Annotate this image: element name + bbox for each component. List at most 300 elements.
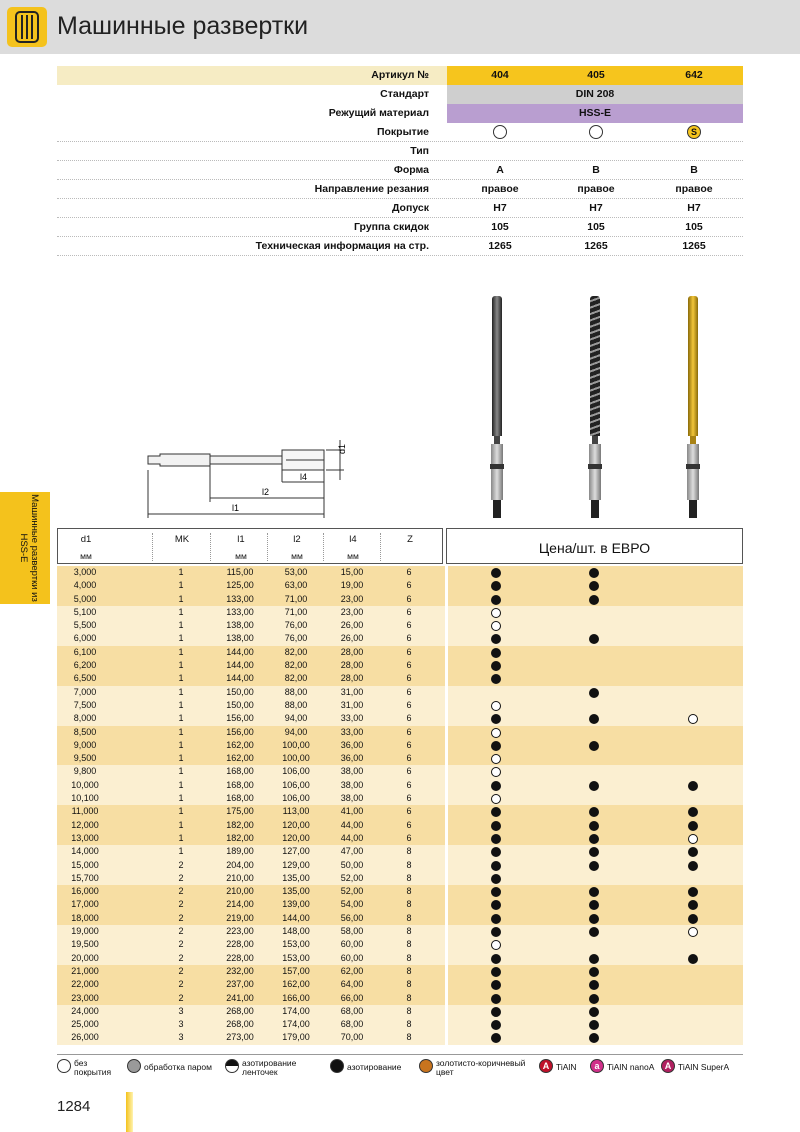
table-cell: 6,500 bbox=[73, 673, 97, 684]
col-header-d1: d1 bbox=[80, 534, 92, 545]
table-cell: 135,00 bbox=[282, 872, 310, 883]
table-cell: 11,000 bbox=[71, 806, 99, 817]
spec-label: Направление резания bbox=[314, 183, 429, 195]
spec-row-direction bbox=[57, 180, 743, 199]
available-dot-icon[interactable] bbox=[589, 741, 599, 751]
table-row bbox=[57, 686, 743, 699]
table-cell: 8 bbox=[406, 899, 412, 910]
available-dot-icon[interactable] bbox=[491, 648, 501, 658]
on-request-ring-icon[interactable] bbox=[491, 940, 501, 950]
on-request-ring-icon[interactable] bbox=[688, 834, 698, 844]
spec-label: Группа скидок bbox=[354, 221, 429, 233]
table-cell: 100,00 bbox=[282, 753, 310, 764]
material-value: HSS-E bbox=[447, 104, 743, 123]
table-cell: 18,000 bbox=[71, 912, 99, 923]
table-cell: 20,000 bbox=[71, 952, 99, 963]
available-dot-icon[interactable] bbox=[491, 807, 501, 817]
data-table-body bbox=[57, 566, 743, 1045]
table-cell: 82,00 bbox=[284, 646, 308, 657]
table-row bbox=[57, 606, 743, 619]
table-cell: 15,000 bbox=[71, 859, 99, 870]
table-cell: 22,000 bbox=[71, 979, 99, 990]
available-dot-icon[interactable] bbox=[589, 634, 599, 644]
table-cell: 5,500 bbox=[73, 620, 97, 631]
table-cell: 1 bbox=[178, 753, 184, 764]
table-cell: 162,00 bbox=[226, 753, 254, 764]
available-dot-icon[interactable] bbox=[589, 595, 599, 605]
spec-row-form bbox=[57, 161, 743, 180]
available-dot-icon[interactable] bbox=[491, 914, 501, 924]
side-tab-label: Машинные развертки из HSS-E bbox=[18, 494, 40, 602]
table-cell: 5,000 bbox=[73, 593, 97, 604]
table-cell: 26,00 bbox=[340, 633, 364, 644]
table-cell: 2 bbox=[178, 872, 184, 883]
table-cell: 8 bbox=[406, 926, 412, 937]
available-dot-icon[interactable] bbox=[491, 1033, 501, 1043]
table-row bbox=[57, 646, 743, 659]
table-row bbox=[57, 925, 743, 938]
table-row bbox=[57, 872, 743, 885]
available-dot-icon[interactable] bbox=[491, 1020, 501, 1030]
table-cell: 24,000 bbox=[71, 1005, 99, 1016]
available-dot-icon[interactable] bbox=[589, 781, 599, 791]
available-dot-icon[interactable] bbox=[491, 954, 501, 964]
available-dot-icon[interactable] bbox=[491, 714, 501, 724]
table-row bbox=[57, 992, 743, 1005]
available-dot-icon[interactable] bbox=[491, 887, 501, 897]
tialn-legend-icon: A bbox=[539, 1059, 553, 1073]
table-cell: 5,100 bbox=[73, 606, 97, 617]
available-dot-icon[interactable] bbox=[491, 861, 501, 871]
available-dot-icon[interactable] bbox=[491, 980, 501, 990]
col-header-l1: l1 bbox=[237, 534, 245, 545]
available-dot-icon[interactable] bbox=[688, 954, 698, 964]
spec-value: H7 bbox=[589, 202, 603, 214]
page-number-accent bbox=[126, 1092, 133, 1132]
table-cell: 2 bbox=[178, 912, 184, 923]
table-cell: 1 bbox=[178, 606, 184, 617]
table-cell: 6 bbox=[406, 819, 412, 830]
table-cell: 10,000 bbox=[71, 779, 99, 790]
on-request-ring-icon[interactable] bbox=[688, 927, 698, 937]
available-dot-icon[interactable] bbox=[491, 741, 501, 751]
available-dot-icon[interactable] bbox=[589, 927, 599, 937]
table-cell: 1 bbox=[178, 739, 184, 750]
table-cell: 88,00 bbox=[284, 699, 308, 710]
spec-label: Стандарт bbox=[380, 88, 429, 100]
available-dot-icon[interactable] bbox=[688, 847, 698, 857]
table-cell: 182,00 bbox=[226, 832, 254, 843]
table-cell: 1 bbox=[178, 846, 184, 857]
available-dot-icon[interactable] bbox=[688, 914, 698, 924]
available-dot-icon[interactable] bbox=[589, 1007, 599, 1017]
table-cell: 66,00 bbox=[340, 992, 364, 1003]
table-cell: 26,000 bbox=[71, 1032, 99, 1043]
spec-value: 105 bbox=[685, 221, 703, 233]
on-request-ring-icon[interactable] bbox=[491, 621, 501, 631]
table-cell: 19,000 bbox=[71, 926, 99, 937]
table-cell: 156,00 bbox=[226, 713, 254, 724]
table-cell: 1 bbox=[178, 580, 184, 591]
table-cell: 8 bbox=[406, 872, 412, 883]
reamer-logo-icon bbox=[7, 7, 47, 47]
table-cell: 21,000 bbox=[71, 965, 99, 976]
table-cell: 214,00 bbox=[226, 899, 254, 910]
spec-row-article bbox=[57, 66, 743, 85]
available-dot-icon[interactable] bbox=[589, 967, 599, 977]
col-header-l4: l4 bbox=[349, 534, 357, 545]
table-cell: 7,000 bbox=[73, 686, 97, 697]
table-cell: 2 bbox=[178, 979, 184, 990]
spec-label: Форма bbox=[393, 164, 429, 176]
table-cell: 2 bbox=[178, 965, 184, 976]
table-row bbox=[57, 659, 743, 672]
gold-brown-legend-icon bbox=[419, 1059, 433, 1073]
table-cell: 3 bbox=[178, 1019, 184, 1030]
table-cell: 1 bbox=[178, 593, 184, 604]
page-number: 1284 bbox=[57, 1098, 91, 1115]
table-cell: 15,00 bbox=[340, 567, 364, 577]
legend-label: без покрытия bbox=[74, 1058, 112, 1077]
table-cell: 219,00 bbox=[226, 912, 254, 923]
table-cell: 148,00 bbox=[282, 926, 310, 937]
table-cell: 2 bbox=[178, 939, 184, 950]
table-cell: 1 bbox=[178, 726, 184, 737]
available-dot-icon[interactable] bbox=[589, 568, 599, 578]
table-cell: 6 bbox=[406, 793, 412, 804]
reamer-dimension-drawing bbox=[140, 436, 360, 520]
table-cell: 1 bbox=[178, 699, 184, 710]
available-dot-icon[interactable] bbox=[688, 861, 698, 871]
table-cell: 241,00 bbox=[226, 992, 254, 1003]
table-cell: 50,00 bbox=[340, 859, 364, 870]
techinfo-link[interactable]: 1265 bbox=[488, 240, 512, 252]
steam-legend-icon bbox=[127, 1059, 141, 1073]
spec-label: Тип bbox=[410, 145, 429, 157]
col-unit: мм bbox=[80, 551, 92, 561]
table-cell: 38,00 bbox=[340, 793, 364, 804]
table-row bbox=[57, 792, 743, 805]
table-cell: 106,00 bbox=[282, 766, 310, 777]
spec-value: правое bbox=[481, 183, 519, 195]
table-cell: 168,00 bbox=[226, 766, 254, 777]
coating-legend bbox=[57, 1054, 743, 1076]
table-cell: 1 bbox=[178, 806, 184, 817]
available-dot-icon[interactable] bbox=[688, 821, 698, 831]
table-cell: 139,00 bbox=[282, 899, 310, 910]
table-row bbox=[57, 672, 743, 685]
table-row bbox=[57, 779, 743, 792]
spec-row-techinfo bbox=[57, 237, 743, 256]
table-row bbox=[57, 765, 743, 778]
legend-label: золотисто-коричневый цвет bbox=[436, 1058, 526, 1077]
table-cell: 41,00 bbox=[340, 806, 364, 817]
table-cell: 6 bbox=[406, 753, 412, 764]
available-dot-icon[interactable] bbox=[589, 861, 599, 871]
col-unit: мм bbox=[235, 551, 247, 561]
available-dot-icon[interactable] bbox=[589, 688, 599, 698]
table-cell: 138,00 bbox=[226, 620, 254, 631]
table-cell: 1 bbox=[178, 713, 184, 724]
table-cell: 106,00 bbox=[282, 779, 310, 790]
table-cell: 28,00 bbox=[340, 660, 364, 671]
spec-row-discount bbox=[57, 218, 743, 237]
table-cell: 4,000 bbox=[73, 580, 97, 591]
available-dot-icon[interactable] bbox=[589, 994, 599, 1004]
table-cell: 129,00 bbox=[282, 859, 310, 870]
table-cell: 1 bbox=[178, 673, 184, 684]
legend-label: TiAlN nanoA bbox=[607, 1062, 655, 1072]
available-dot-icon[interactable] bbox=[688, 807, 698, 817]
table-cell: 6 bbox=[406, 593, 412, 604]
available-dot-icon[interactable] bbox=[589, 887, 599, 897]
table-cell: 26,00 bbox=[340, 620, 364, 631]
available-dot-icon[interactable] bbox=[491, 661, 501, 671]
available-dot-icon[interactable] bbox=[589, 834, 599, 844]
uncoated-legend-icon bbox=[57, 1059, 71, 1073]
table-cell: 8 bbox=[406, 1019, 412, 1030]
legend-label: TiAlN bbox=[556, 1062, 577, 1072]
table-cell: 204,00 bbox=[226, 859, 254, 870]
available-dot-icon[interactable] bbox=[589, 807, 599, 817]
available-dot-icon[interactable] bbox=[589, 1033, 599, 1043]
on-request-ring-icon[interactable] bbox=[491, 754, 501, 764]
available-dot-icon[interactable] bbox=[589, 714, 599, 724]
table-cell: 8 bbox=[406, 979, 412, 990]
col-unit: мм bbox=[291, 551, 303, 561]
available-dot-icon[interactable] bbox=[491, 900, 501, 910]
table-cell: 10,100 bbox=[71, 793, 99, 804]
available-dot-icon[interactable] bbox=[491, 834, 501, 844]
table-cell: 36,00 bbox=[340, 739, 364, 750]
available-dot-icon[interactable] bbox=[491, 781, 501, 791]
table-cell: 1 bbox=[178, 633, 184, 644]
data-table-header bbox=[57, 528, 443, 564]
table-cell: 52,00 bbox=[340, 872, 364, 883]
table-cell: 60,00 bbox=[340, 952, 364, 963]
table-row bbox=[57, 912, 743, 925]
section-side-tab[interactable] bbox=[0, 492, 50, 604]
available-dot-icon[interactable] bbox=[491, 821, 501, 831]
available-dot-icon[interactable] bbox=[491, 674, 501, 684]
spec-row-standard bbox=[57, 85, 743, 104]
table-cell: 1 bbox=[178, 660, 184, 671]
table-cell: 68,00 bbox=[340, 1019, 364, 1030]
table-cell: 1 bbox=[178, 646, 184, 657]
article-405: 405 bbox=[587, 69, 605, 81]
table-cell: 1 bbox=[178, 793, 184, 804]
table-row bbox=[57, 978, 743, 991]
on-request-ring-icon[interactable] bbox=[491, 728, 501, 738]
table-cell: 6 bbox=[406, 580, 412, 591]
table-cell: 94,00 bbox=[284, 726, 308, 737]
table-cell: 120,00 bbox=[282, 819, 310, 830]
on-request-ring-icon[interactable] bbox=[688, 714, 698, 724]
available-dot-icon[interactable] bbox=[491, 967, 501, 977]
table-cell: 12,000 bbox=[71, 819, 99, 830]
available-dot-icon[interactable] bbox=[589, 980, 599, 990]
available-dot-icon[interactable] bbox=[688, 781, 698, 791]
spec-value: A bbox=[496, 164, 504, 176]
col-header-z: Z bbox=[407, 534, 413, 545]
table-row bbox=[57, 632, 743, 645]
steam-treated-icon: S bbox=[687, 125, 701, 139]
available-dot-icon[interactable] bbox=[491, 581, 501, 591]
table-cell: 9,500 bbox=[73, 753, 97, 764]
table-cell: 58,00 bbox=[340, 926, 364, 937]
table-cell: 15,700 bbox=[71, 872, 99, 883]
available-dot-icon[interactable] bbox=[589, 1020, 599, 1030]
table-cell: 6 bbox=[406, 620, 412, 631]
available-dot-icon[interactable] bbox=[491, 874, 501, 884]
table-cell: 6 bbox=[406, 686, 412, 697]
table-row bbox=[57, 579, 743, 592]
tialn-nanoa-legend-icon: a bbox=[590, 1059, 604, 1073]
table-cell: 2 bbox=[178, 992, 184, 1003]
table-cell: 6 bbox=[406, 806, 412, 817]
available-dot-icon[interactable] bbox=[491, 634, 501, 644]
table-cell: 71,00 bbox=[284, 593, 308, 604]
table-cell: 3 bbox=[178, 1032, 184, 1043]
table-cell: 6 bbox=[406, 633, 412, 644]
table-cell: 8 bbox=[406, 952, 412, 963]
available-dot-icon[interactable] bbox=[491, 1007, 501, 1017]
available-dot-icon[interactable] bbox=[589, 581, 599, 591]
available-dot-icon[interactable] bbox=[589, 821, 599, 831]
table-cell: 182,00 bbox=[226, 819, 254, 830]
available-dot-icon[interactable] bbox=[688, 900, 698, 910]
table-cell: 237,00 bbox=[226, 979, 254, 990]
on-request-ring-icon[interactable] bbox=[491, 767, 501, 777]
table-cell: 68,00 bbox=[340, 1005, 364, 1016]
table-cell: 8,000 bbox=[73, 713, 97, 724]
table-cell: 228,00 bbox=[226, 952, 254, 963]
table-cell: 6,000 bbox=[73, 633, 97, 644]
table-cell: 44,00 bbox=[340, 819, 364, 830]
table-cell: 133,00 bbox=[226, 606, 254, 617]
table-cell: 25,000 bbox=[71, 1019, 99, 1030]
table-cell: 76,00 bbox=[284, 620, 308, 631]
table-row bbox=[57, 885, 743, 898]
table-cell: 60,00 bbox=[340, 939, 364, 950]
table-cell: 8 bbox=[406, 912, 412, 923]
available-dot-icon[interactable] bbox=[589, 954, 599, 964]
table-cell: 31,00 bbox=[340, 686, 364, 697]
table-cell: 6 bbox=[406, 660, 412, 671]
table-cell: 28,00 bbox=[340, 673, 364, 684]
techinfo-link[interactable]: 1265 bbox=[682, 240, 706, 252]
table-cell: 106,00 bbox=[282, 793, 310, 804]
available-dot-icon[interactable] bbox=[491, 927, 501, 937]
table-row bbox=[57, 739, 743, 752]
table-cell: 23,00 bbox=[340, 593, 364, 604]
spec-label: Режущий материал bbox=[328, 107, 429, 119]
table-row bbox=[57, 832, 743, 845]
table-cell: 8 bbox=[406, 992, 412, 1003]
table-cell: 3 bbox=[178, 1005, 184, 1016]
table-cell: 38,00 bbox=[340, 766, 364, 777]
spec-table bbox=[57, 66, 743, 256]
table-cell: 33,00 bbox=[340, 726, 364, 737]
table-cell: 54,00 bbox=[340, 899, 364, 910]
table-row bbox=[57, 845, 743, 858]
spec-row-coating bbox=[57, 123, 743, 142]
table-cell: 127,00 bbox=[282, 846, 310, 857]
spec-value: B bbox=[592, 164, 600, 176]
table-cell: 179,00 bbox=[282, 1032, 310, 1043]
available-dot-icon[interactable] bbox=[589, 900, 599, 910]
table-cell: 1 bbox=[178, 832, 184, 843]
spec-value: H7 bbox=[687, 202, 701, 214]
on-request-ring-icon[interactable] bbox=[491, 794, 501, 804]
table-cell: 115,00 bbox=[226, 567, 254, 577]
table-cell: 6 bbox=[406, 766, 412, 777]
available-dot-icon[interactable] bbox=[491, 994, 501, 1004]
available-dot-icon[interactable] bbox=[491, 595, 501, 605]
on-request-ring-icon[interactable] bbox=[491, 608, 501, 618]
techinfo-link[interactable]: 1265 bbox=[584, 240, 608, 252]
table-cell: 174,00 bbox=[282, 1005, 310, 1016]
table-cell: 120,00 bbox=[282, 832, 310, 843]
article-404: 404 bbox=[491, 69, 509, 81]
table-cell: 153,00 bbox=[282, 952, 310, 963]
table-cell: 6 bbox=[406, 832, 412, 843]
reamer-642-image bbox=[686, 296, 700, 518]
available-dot-icon[interactable] bbox=[589, 914, 599, 924]
table-cell: 28,00 bbox=[340, 646, 364, 657]
table-row bbox=[57, 1005, 743, 1018]
table-cell: 7,500 bbox=[73, 699, 97, 710]
table-cell: 223,00 bbox=[226, 926, 254, 937]
table-row bbox=[57, 1018, 743, 1031]
available-dot-icon[interactable] bbox=[589, 847, 599, 857]
table-cell: 8 bbox=[406, 1005, 412, 1016]
table-cell: 157,00 bbox=[282, 965, 310, 976]
table-cell: 135,00 bbox=[282, 886, 310, 897]
table-cell: 1 bbox=[178, 819, 184, 830]
col-header-l2: l2 bbox=[293, 534, 301, 545]
available-dot-icon[interactable] bbox=[491, 568, 501, 578]
table-row bbox=[57, 859, 743, 872]
table-cell: 47,00 bbox=[340, 846, 364, 857]
uncoated-icon bbox=[493, 125, 507, 139]
spec-value: H7 bbox=[493, 202, 507, 214]
table-cell: 228,00 bbox=[226, 939, 254, 950]
table-cell: 3,000 bbox=[73, 567, 97, 577]
table-cell: 2 bbox=[178, 899, 184, 910]
table-cell: 53,00 bbox=[284, 567, 308, 577]
available-dot-icon[interactable] bbox=[688, 887, 698, 897]
spec-value: 105 bbox=[587, 221, 605, 233]
on-request-ring-icon[interactable] bbox=[491, 701, 501, 711]
table-cell: 6,100 bbox=[73, 646, 97, 657]
legend-label: TiAlN SuperA bbox=[678, 1062, 730, 1072]
table-cell: 9,000 bbox=[73, 739, 97, 750]
table-cell: 52,00 bbox=[340, 886, 364, 897]
table-cell: 8 bbox=[406, 939, 412, 950]
col-unit: мм bbox=[347, 551, 359, 561]
reamer-405-image bbox=[588, 296, 602, 518]
table-cell: 6 bbox=[406, 779, 412, 790]
table-cell: 133,00 bbox=[226, 593, 254, 604]
spec-row-type bbox=[57, 142, 743, 161]
available-dot-icon[interactable] bbox=[491, 847, 501, 857]
table-cell: 210,00 bbox=[226, 872, 254, 883]
dim-d1-label: d1 bbox=[337, 443, 347, 454]
table-cell: 144,00 bbox=[226, 660, 254, 671]
table-cell: 14,000 bbox=[71, 846, 99, 857]
nitriding-legend-icon bbox=[330, 1059, 344, 1073]
